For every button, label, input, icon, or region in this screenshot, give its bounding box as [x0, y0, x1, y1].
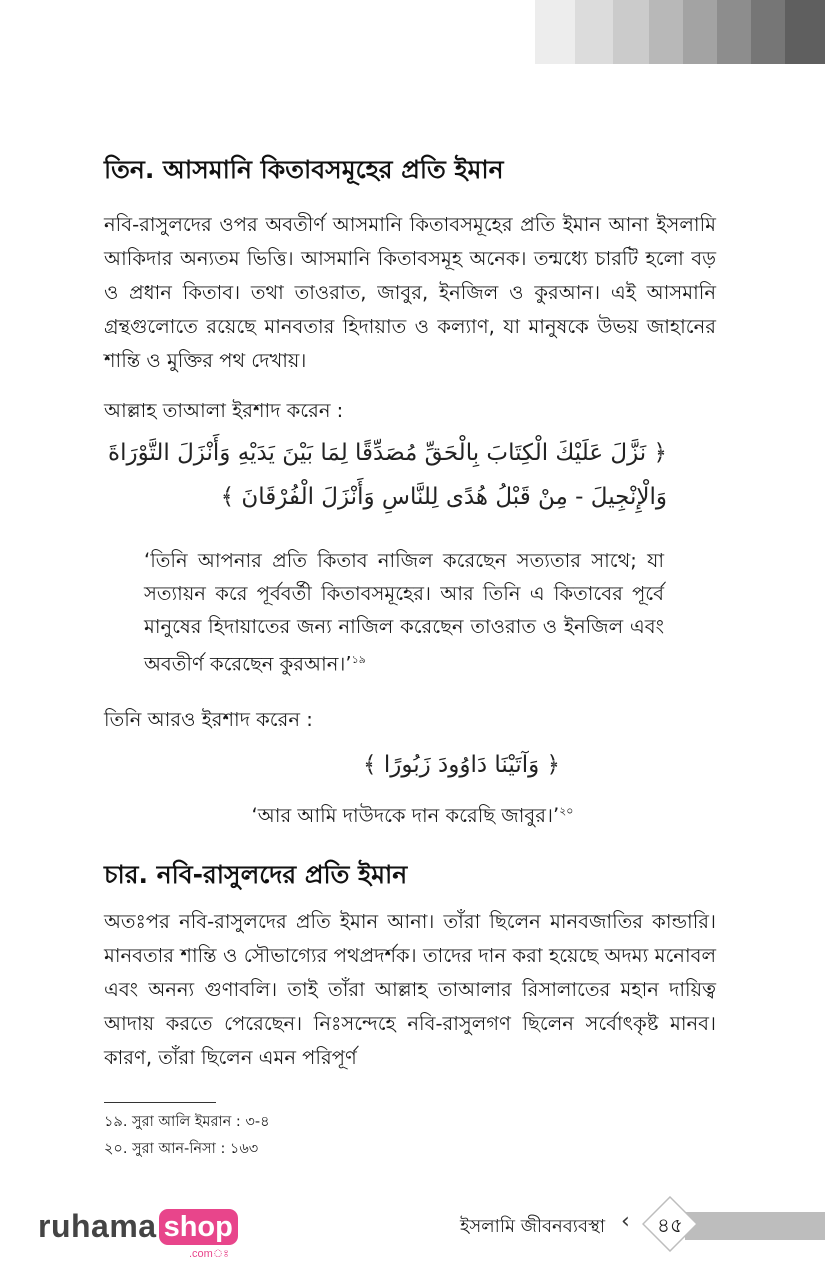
translation-quote [0, 802, 825, 834]
body-paragraph: অতঃপর নবি-রাসুলদের প্রতি ইমান আনা। তাঁরা ছিলেন মানবজাতির কান্ডারি। মানবতার শান্তি ও সৌভাগ্যের পথপ্রদর্শক। তাদের দান করা হয়েছে অদম্য মনোবল এবং অনন্য গুণাবলি। তাই তাঁরা আল্লাহ তাআলার রিসালাতের মহান দায়িত্ব আদায় করতে পেরেছেন। নিঃসন্দেহে নবি-রাসুলগণ ছিলেন সর্বোৎকৃষ্ট মানব। কারণ, তাঁরা ছিলেন এমন পরিপূর্ণ [104, 910, 716, 1069]
footnote-divider [104, 1102, 216, 1103]
translation-quote [144, 544, 664, 681]
arabic-verse: ﴿ وَآتَيْنَا دَاوُودَ زَبُورًا ﴾ [363, 752, 560, 778]
logo-domain: .comঃ [189, 1248, 230, 1260]
page-number: ৪৫ [657, 1213, 683, 1237]
arabic-verse-line: ﴿ نَزَّلَ عَلَيْكَ الْكِتَابَ بِالْحَقِّ مُصَدِّقًا لِمَا بَيْنَ يَدَيْهِ وَأَنْزَلَ التَّوْرَاةَ [108, 440, 667, 466]
section-heading: তিন. আসমানি কিতাবসমূহের প্রতি ইমান [104, 155, 504, 184]
footnote-ref: ২০ [559, 804, 574, 818]
body-paragraph: নবি-রাসুলদের ওপর অবতীর্ণ আসমানি কিতাবসমূহের প্রতি ইমান আনা ইসলামি আকিদার অন্যতম ভিত্তি। আসমানি কিতাবসমূহ অনেক। তন্মধ্যে চারটি হলো বড় ও প্রধান কিতাব। তথা তাওরাত, জাবুর, ইনজিল ও কুরআন। এই আসমানি গ্রন্থগুলোতে রয়েছে মানবতার হিদায়াত ও কল্যাণ, যা মানুষকে উভয় জাহানের শান্তি ও মুক্তির পথ দেখায়। [104, 213, 716, 372]
arabic-verse-line: وَالْإِنْجِيلَ - مِنْ قَبْلُ هُدًى لِلنَّاسِ وَأَنْزَلَ الْفُرْقَانَ ﴾ [220, 484, 667, 510]
logo-wordmark: ruhama [38, 1208, 157, 1244]
footnote-ref: ১৯ [351, 653, 366, 666]
footer-bar [685, 1212, 825, 1240]
quote-text: ‘আর আমি দাউদকে দান করেছি জাবুর।’ [251, 804, 560, 827]
footnote: ১৯. সুরা আলি ইমরান : ৩-৪ [104, 1114, 270, 1130]
footnote: ২০. সুরা আন-নিসা : ১৬৩ [104, 1141, 259, 1157]
chevron-left-icon: ‹ [621, 1209, 630, 1234]
section-heading: চার. নবি-রাসুলদের প্রতি ইমান [104, 860, 408, 889]
quote-text: ‘তিনি আপনার প্রতি কিতাব নাজিল করেছেন সত্যতার সাথে; যা সত্যায়ন করে পূর্ববর্তী কিতাবসমূহের। আর তিনি এ কিতাবের পূর্বে মানুষের হিদায়াতের জন্য নাজিল করেছেন তাওরাত ও ইনজিল এবং অবতীর্ণ করেছেন কুরআন।’ [144, 549, 664, 676]
publisher-logo [38, 1208, 238, 1260]
quote-intro: আল্লাহ তাআলা ইরশাদ করেন : [104, 399, 344, 422]
quote-intro: তিনি আরও ইরশাদ করেন : [104, 708, 313, 731]
running-title: ইসলামি জীবনব্যবস্থা [460, 1216, 606, 1237]
header-stripes [535, 0, 825, 64]
logo-badge: shop [159, 1209, 238, 1245]
